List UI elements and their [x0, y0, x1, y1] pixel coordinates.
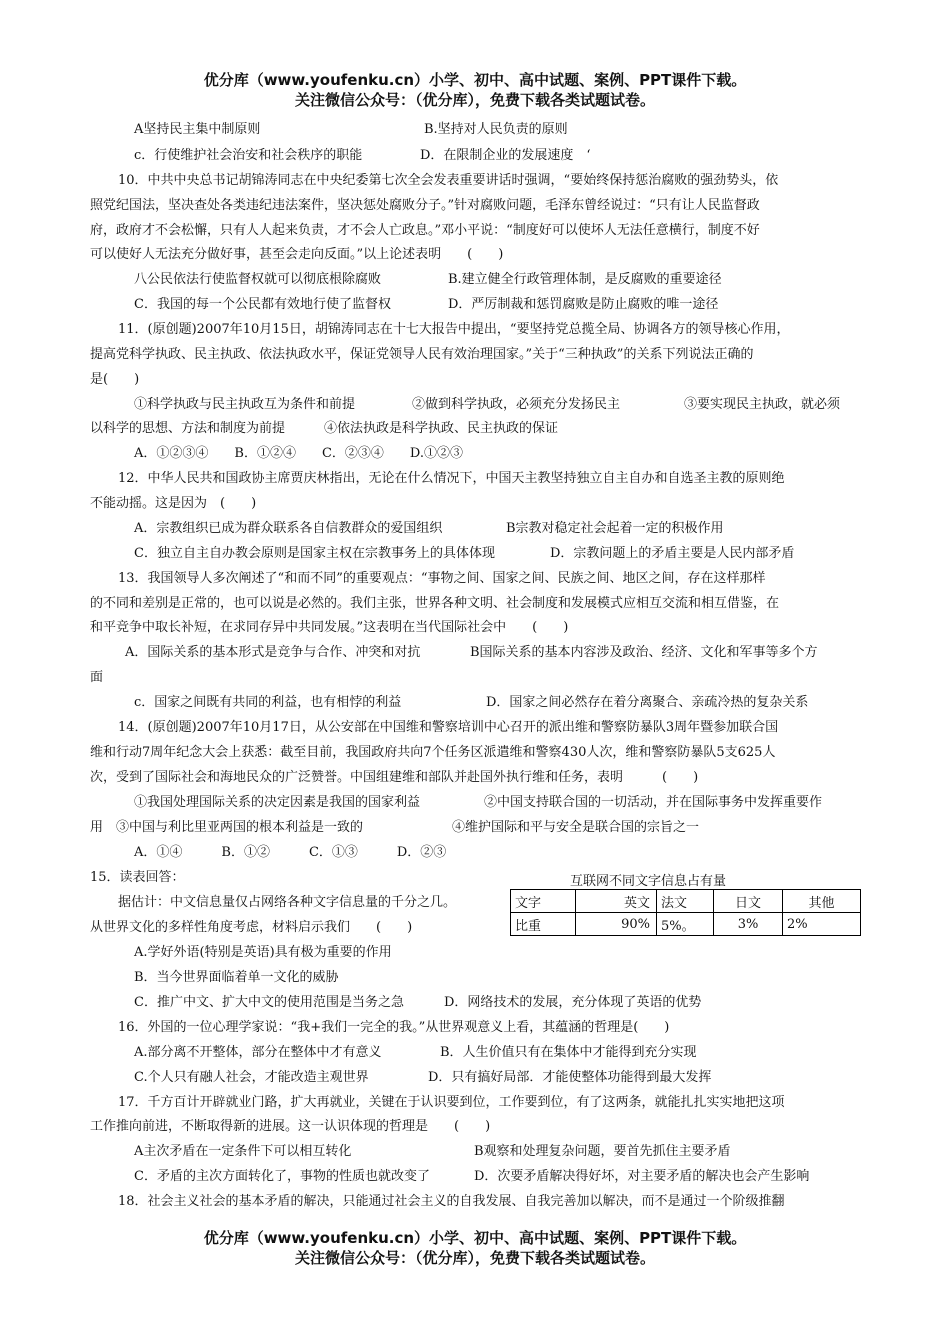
q15-title: 15．读表回答： [90, 870, 185, 885]
table-cell: 5%。 [657, 913, 714, 936]
q11-line-1: 11．(原创题)2007年10月15日，胡锦涛同志在十七大报告中提出，“要坚持党总揽全局、协调各方的领导核心作用， [118, 322, 790, 337]
table-cell: 比重 [511, 913, 576, 936]
q16-option-a: A.部分离不开整体，部分在整体中才有意义 [134, 1045, 382, 1060]
q10-option-b: B.建立健全行政管理体制，是反腐败的重要途径 [448, 272, 722, 287]
q15-option-c: C．推广中文、扩大中文的使用范围是当务之急 [134, 995, 404, 1010]
q15-line-3: 从世界文化的多样性角度考虑，材料启示我们 ( ) [90, 920, 413, 935]
table-cell: 90% [576, 913, 657, 936]
q15-option-a: A.学好外语(特别是英语)具有极为重要的作用 [134, 945, 392, 960]
q18-line-1: 18．社会主义社会的基本矛盾的解决，只能通过社会主义的自我发展、自我完善加以解决，而不是通过一个阶级推翻 [118, 1194, 785, 1209]
q16-option-b: B．人生价值只有在集体中才能得到充分实现 [440, 1045, 697, 1060]
q11-line-3: 是( ) [90, 372, 140, 387]
q14-statement-2: ②中国支持联合国的一切活动，并在国际事务中发挥重要作 [484, 795, 823, 810]
q10-line-1: 10．中共中央总书记胡锦涛同志在中央纪委第七次全会发表重要讲话时强调，“要始终保持惩治腐败的强劲势头，依 [118, 173, 779, 188]
q14-statement-1: ①我国处理国际关系的决定因素是我国的国家利益 [134, 795, 421, 810]
q13-option-c: c．国家之间既有共同的利益，也有相悖的利益 [134, 695, 402, 710]
q10-line-2: 照党纪国法，坚决查处各类违纪违法案件，坚决惩处腐败分子。”针对腐败问题，毛泽东曾经说过：“只有让人民监督政 [90, 198, 760, 213]
q9-option-d: D．在限制企业的发展速度 ‘ [420, 148, 591, 163]
q13-line-1: 13．我国领导人多次阐述了“和而不同”的重要观点：“事物之间、国家之间、民族之间、地区之间，存在这样那样 [118, 571, 766, 586]
table-cell: 2% [783, 913, 861, 936]
q14-line-1: 14．(原创题)2007年10月17日，从公安部在中国维和警察培训中心召开的派出维和警察防暴队3周年暨参加联合国 [118, 720, 779, 735]
q12-option-a: A．宗教组织已成为群众联系各自信教群众的爱国组织 [134, 521, 443, 536]
q13-option-a: A．国际关系的基本形式是竞争与合作、冲突和对抗 [125, 645, 421, 660]
q12-line-2: 不能动摇。这是因为 ( ) [90, 496, 257, 511]
q14-line-3: 次，受到了国际社会和海地民众的广泛赞誉。中国组建维和部队并赴国外执行维和任务，表明 ( ) [90, 770, 699, 785]
q11-line-2: 提高党科学执政、民主执政、依法执政水平，保证党领导人民有效治理国家。”关于“三种执政”的关系下列说法正确的 [90, 347, 754, 362]
q12-option-b: B宗教对稳定社会起着一定的积极作用 [506, 521, 724, 536]
q13-option-b: B国际关系的基本内容涉及政治、经济、文化和军事等多个方 [470, 645, 818, 660]
table-cell: 法文 [657, 890, 714, 913]
q17-line-1: 17．千方百计开辟就业门路，扩大再就业，关键在于认识要到位，工作要到位，有了这两条，就能扎扎实实地把这项 [118, 1095, 785, 1110]
q17-option-c: C．矛盾的主次方面转化了，事物的性质也就改变了 [134, 1169, 430, 1184]
q9-option-a: A坚持民主集中制原则 [134, 122, 261, 137]
header-line-2: 关注微信公众号：（优分库），免费下载各类试题试卷。 [294, 91, 655, 109]
table-cell: 3% [714, 913, 783, 936]
q10-line-3: 府，政府才不会松懈，只有人人起来负责，才不会人亡政息。”邓小平说：“制度好可以使坏人无法任意横行，制度不好 [90, 223, 760, 238]
q11-statement-1: ①科学执政与民主执政互为条件和前提 [134, 397, 356, 412]
table-cell: 文字 [511, 890, 576, 913]
q10-option-d: D．严厉制裁和惩罚腐败是防止腐败的唯一途径 [448, 297, 719, 312]
q9-option-b: B.坚持对人民负责的原则 [424, 122, 568, 137]
header-line-1: 优分库（www.youfenku.cn）小学、初中、高中试题、案例、PPT课件下载。 [203, 71, 747, 89]
q17-option-d: D．次要矛盾解决得好坏，对主要矛盾的解决也会产生影响 [474, 1169, 810, 1184]
q14-statement-3: 用 ③中国与利比里亚两国的根本利益是一致的 [90, 820, 364, 835]
q10-option-c: C．我国的每一个公民都有效地行使了监督权 [134, 297, 391, 312]
q11-line-5: 以科学的思想、方法和制度为前提 ④依法执政是科学执政、民主执政的保证 [90, 421, 559, 436]
q16-line-1: 16．外国的一位心理学家说：“我+我们一完全的我。”从世界观意义上看，其蕴涵的哲理是( ) [118, 1020, 670, 1035]
q17-line-2: 工作推向前进，不断取得新的进展。这一认识体现的哲理是 ( ) [90, 1119, 491, 1134]
footer-line-1: 优分库（www.youfenku.cn）小学、初中、高中试题、案例、PPT课件下载。 [203, 1229, 747, 1247]
table-row [511, 913, 861, 936]
q12-option-d: D．宗教问题上的矛盾主要是人民内部矛盾 [550, 546, 795, 561]
table-row [511, 890, 861, 913]
q14-statement-4: ④维护国际和平与安全是联合国的宗旨之一 [452, 820, 700, 835]
q15-table-title: 互联网不同文字信息占有量 [570, 874, 727, 889]
table-cell: 英文 [576, 890, 657, 913]
q13-option-d: D．国家之间必然存在着分离聚合、亲疏冷热的复杂关系 [486, 695, 809, 710]
q12-line-1: 12．中华人民共和国政协主席贾庆林指出，无论在什么情况下，中国天主教坚持独立自主自办和自选圣主教的原则绝 [118, 471, 785, 486]
page-footer [0, 1228, 950, 1268]
q13-option-b-cont: 面 [90, 670, 104, 685]
table-cell: 其他 [783, 890, 861, 913]
q13-line-3: 和平竞争中取长补短，在求同存异中共同发展。”这表明在当代国际社会中 ( ) [90, 620, 569, 635]
q16-option-c: C.个人只有融人社会，才能改造主观世界 [134, 1070, 369, 1085]
q15-data-table [510, 889, 861, 936]
q12-option-c: C．独立自主自办教会原则是国家主权在宗教事务上的具体体现 [134, 546, 495, 561]
page-header [0, 70, 950, 110]
q13-line-2: 的不同和差别是正常的，也可以说是必然的。我们主张，世界各种文明、社会制度和发展模式应相互交流和相互借鉴，在 [90, 596, 780, 611]
q11-statement-3: ③要实现民主执政，就必须 [684, 397, 841, 412]
q16-option-d: D．只有搞好局部．才能使整体功能得到最大发挥 [428, 1070, 712, 1085]
q11-options: A．①②③④ B．①②④ C．②③④ D.①②③ [134, 446, 463, 461]
q11-statement-2: ②做到科学执政，必须充分发扬民主 [412, 397, 621, 412]
q15-line-2: 据估计：中文信息量仅占网络各种文字信息量的千分之几。 [118, 895, 457, 910]
q14-line-2: 维和行动7周年纪念大会上获悉：截至目前，我国政府共向7个任务区派遣维和警察430人次，维和警察防暴队5支625人 [90, 745, 776, 760]
q17-option-b: B观察和处理复杂问题，要首先抓住主要矛盾 [474, 1144, 731, 1159]
q15-option-d: D．网络技术的发展，充分体现了英语的优势 [444, 995, 702, 1010]
q15-option-b: B．当今世界面临着单一文化的威胁 [134, 970, 339, 985]
q14-options: A．①④ B．①② C．①③ D．②③ [134, 845, 447, 860]
q9-option-c: c．行使维护社会治安和社会秩序的职能 [134, 148, 363, 163]
q10-option-a: 八公民依法行使监督权就可以彻底根除腐败 [134, 272, 382, 287]
footer-line-2: 关注微信公众号：（优分库），免费下载各类试题试卷。 [294, 1249, 655, 1267]
table-cell: 日文 [714, 890, 783, 913]
q10-line-4: 可以使好人无法充分做好事，甚至会走向反面。”以上论述表明 ( ) [90, 247, 504, 262]
q17-option-a: A主次矛盾在一定条件下可以相互转化 [134, 1144, 352, 1159]
